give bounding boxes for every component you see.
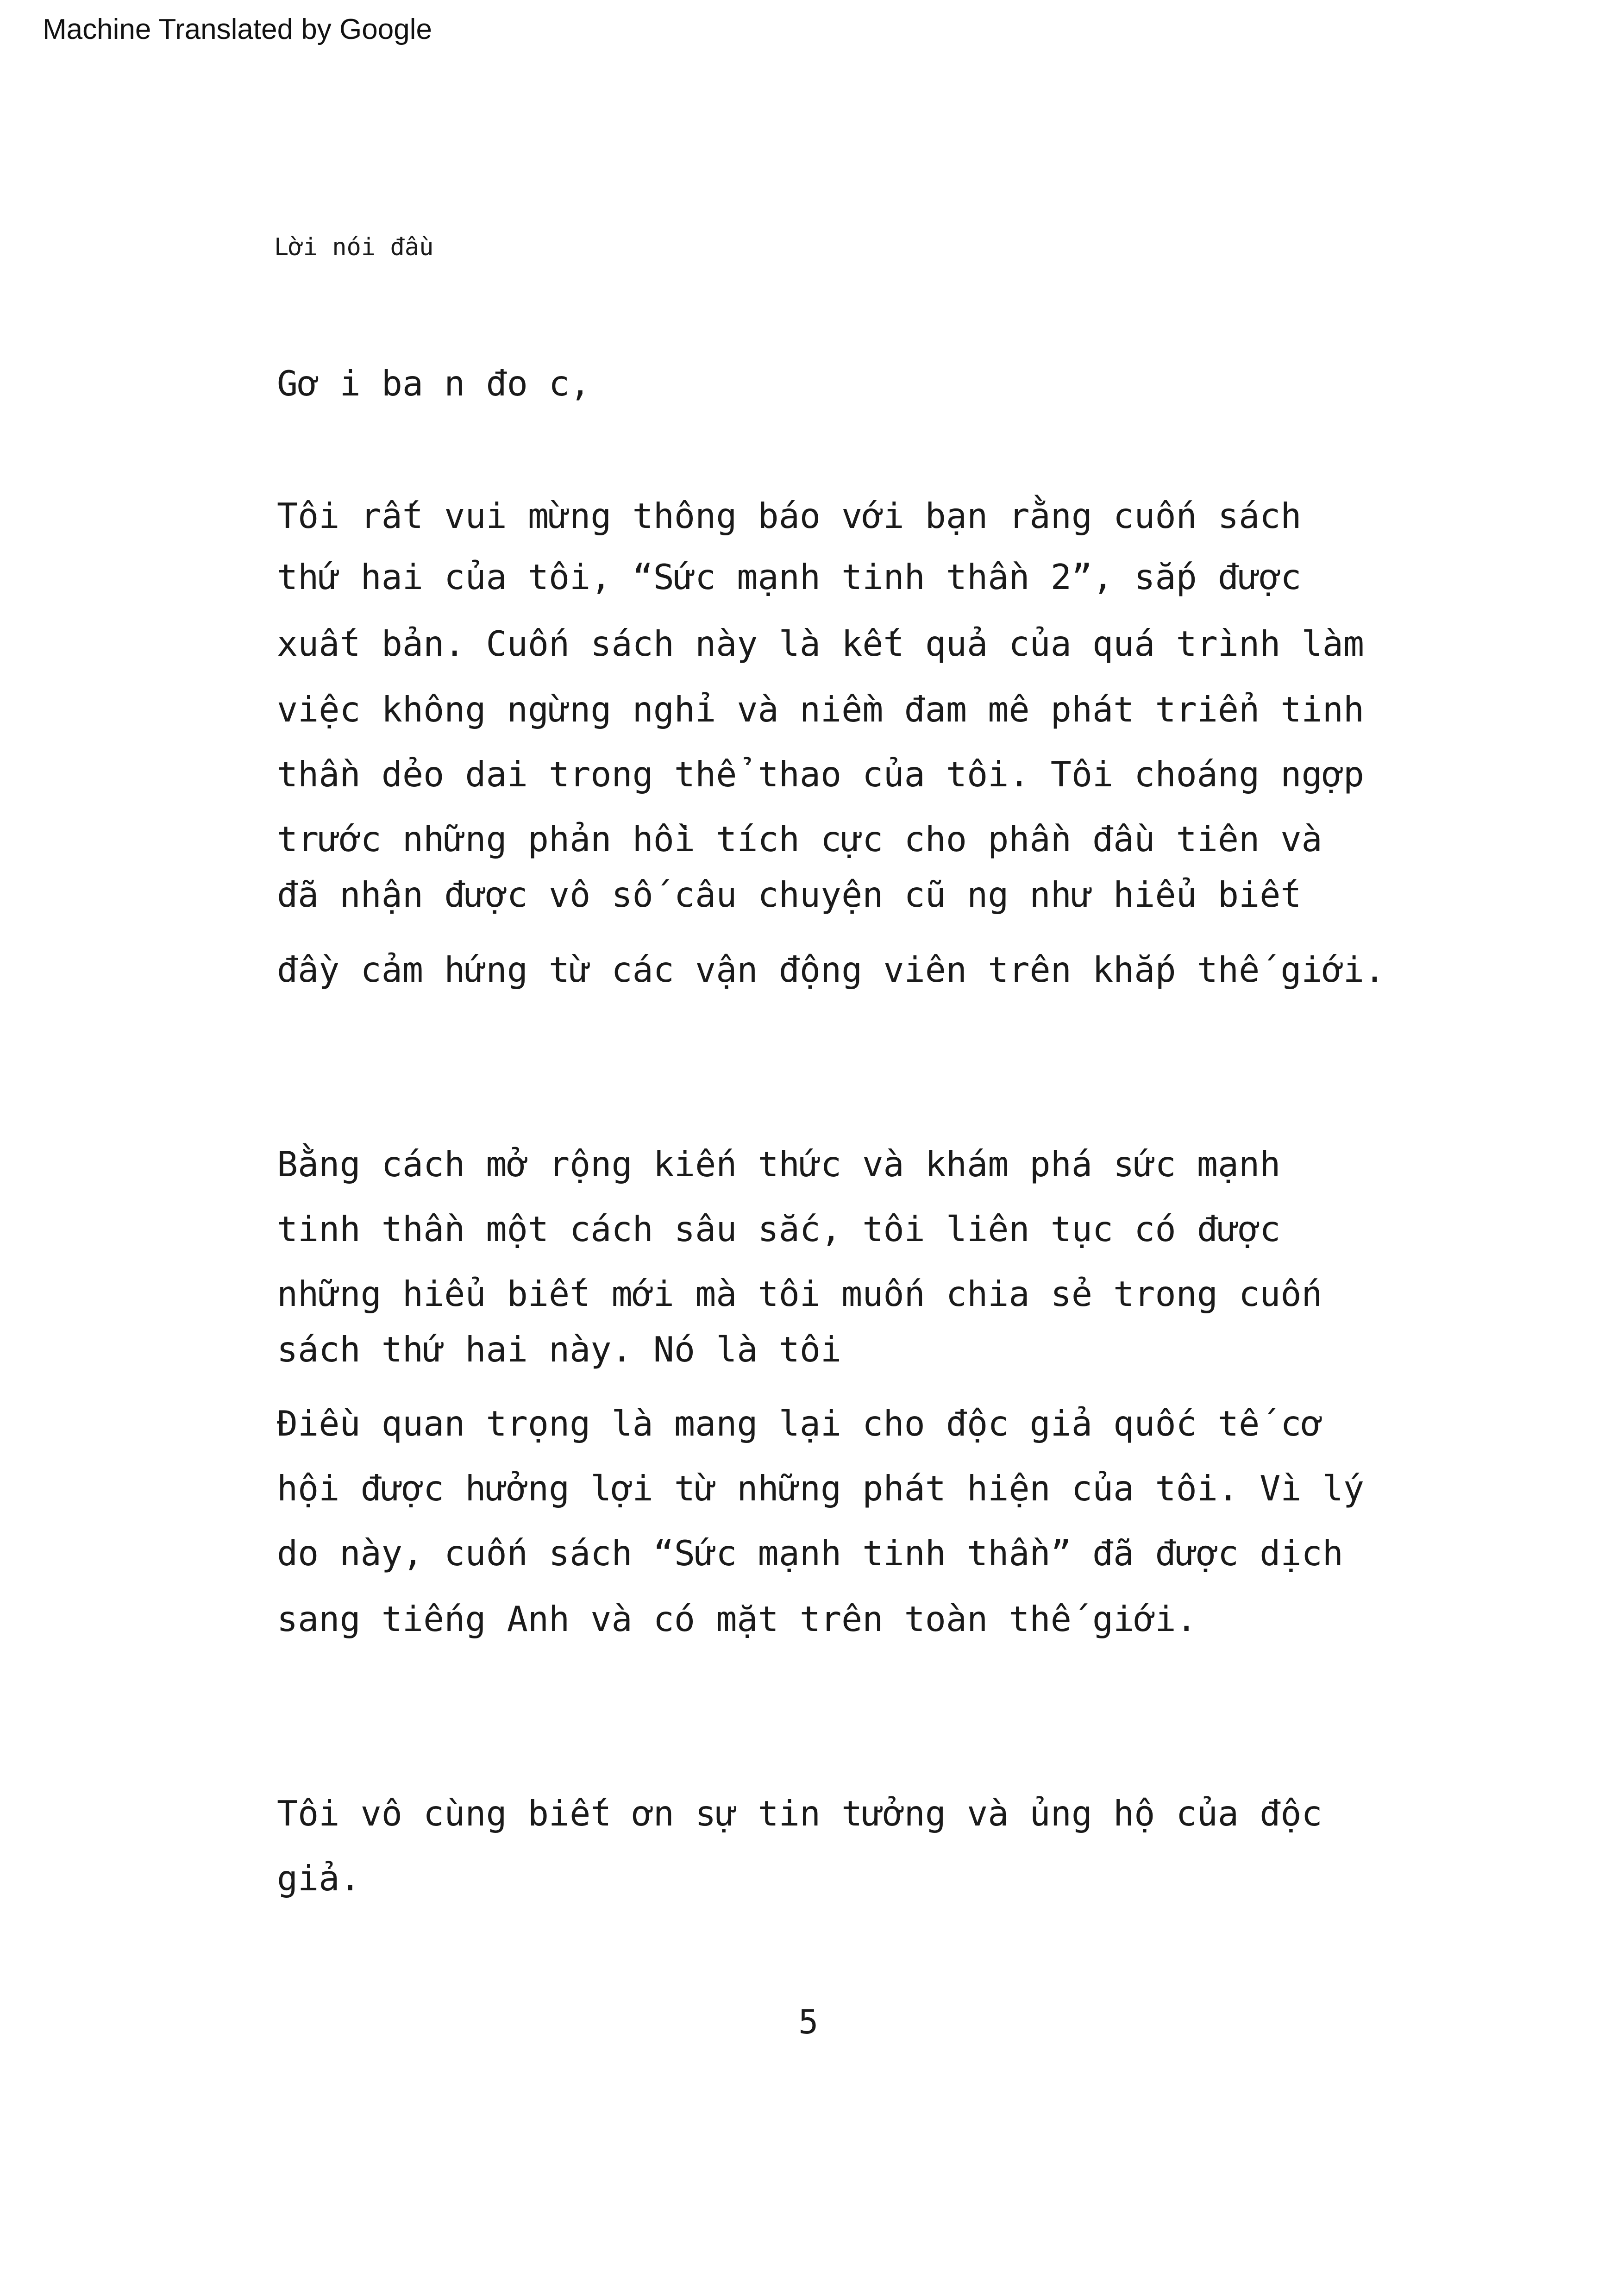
- paragraph-line: giả.: [277, 1858, 361, 1899]
- paragraph-line: thứ hai của tôi, “Sức mạnh tinh thần 2”, sắp được: [277, 557, 1302, 597]
- paragraph-line: xuất bản. Cuốn sách này là kết quả của quá trình làm: [277, 623, 1364, 664]
- page-number: 5: [798, 2002, 819, 2041]
- section-title: Lời nói đầu: [274, 233, 434, 261]
- paragraph-line: Điều quan trọng là mang lại cho độc giả quốc tế cơ: [277, 1403, 1322, 1444]
- paragraph-line: thần dẻo dai trong thể thao của tôi. Tôi choáng ngợp: [277, 754, 1364, 795]
- paragraph-line: tinh thần một cách sâu sắc, tôi liên tục có được: [277, 1209, 1281, 1249]
- paragraph-line: trước những phản hồi tích cực cho phần đầu tiên và: [277, 819, 1322, 859]
- paragraph-line: hội được hưởng lợi từ những phát hiện của tôi. Vì lý: [277, 1468, 1364, 1509]
- salutation: Gơ i ba n đo c,: [277, 363, 591, 404]
- paragraph-line: sang tiếng Anh và có mặt trên toàn thế giới.: [277, 1599, 1197, 1639]
- paragraph-line: sách thứ hai này. Nó là tôi: [277, 1329, 842, 1370]
- paragraph-line: Tôi rất vui mừng thông báo với bạn rằng cuốn sách: [277, 496, 1302, 536]
- paragraph-line: do này, cuốn sách “Sức mạnh tinh thần” đã được dịch: [277, 1533, 1343, 1574]
- paragraph-line: việc không ngừng nghỉ và niềm đam mê phát triển tinh: [277, 689, 1364, 730]
- paragraph-line: Bằng cách mở rộng kiến thức và khám phá sức mạnh: [277, 1144, 1281, 1185]
- paragraph-line: Tôi vô cùng biết ơn sự tin tưởng và ủng hộ của độc: [277, 1793, 1322, 1834]
- paragraph-line: những hiểu biết mới mà tôi muốn chia sẻ trong cuốn: [277, 1273, 1322, 1314]
- machine-translation-notice: Machine Translated by Google: [43, 13, 432, 45]
- paragraph-line: đầy cảm hứng từ các vận động viên trên khắp thế giới.: [277, 949, 1385, 990]
- paragraph-line: đã nhận được vô số câu chuyện cũ ng như hiểu biết: [277, 874, 1302, 915]
